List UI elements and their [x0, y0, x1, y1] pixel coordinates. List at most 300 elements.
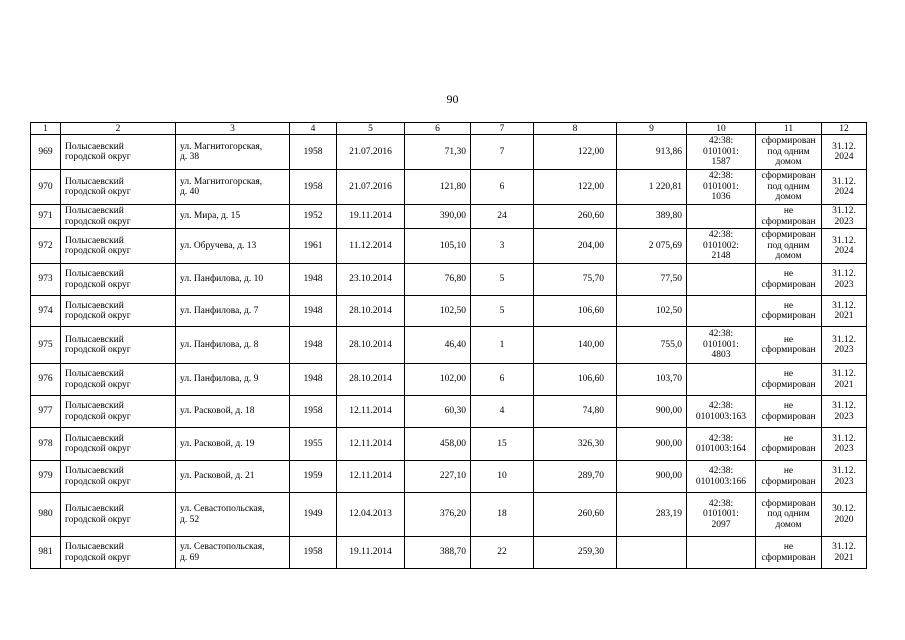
cell-text: сформирован: [761, 411, 816, 422]
cadastral-cell: [687, 264, 756, 296]
deadline-cell: [822, 135, 867, 170]
col7-cell: 7: [471, 135, 534, 170]
col9-cell: 102,50: [617, 296, 687, 327]
cadastral-cell: [687, 493, 756, 537]
district-cell: [61, 428, 176, 461]
address-cell: [176, 461, 290, 493]
cell-text: сформирован: [761, 444, 816, 454]
row-number-cell: 970: [31, 170, 61, 205]
status-cell: [756, 461, 822, 493]
col9-cell: 103,70: [617, 364, 687, 396]
cell-text: 42:38:: [708, 466, 734, 476]
address-cell: [176, 364, 290, 396]
cell-text: городской округ: [65, 279, 131, 290]
cell-text: городской округ: [65, 187, 131, 197]
col8-cell: 106,60: [534, 296, 617, 327]
address-cell: [176, 428, 290, 461]
cell-text: Полысаевский: [65, 206, 124, 216]
housing-table: [30, 122, 867, 569]
row-number-cell: 973: [31, 264, 61, 296]
cell-text: 0101001:: [703, 339, 739, 350]
cell-text: сформирован: [761, 136, 816, 147]
col9-cell: 900,00: [617, 428, 687, 461]
table-row: [31, 205, 867, 229]
district-cell: [61, 205, 176, 229]
cell-text: 2023: [834, 279, 854, 290]
table-row: [31, 170, 867, 205]
col9-cell: 77,50: [617, 264, 687, 296]
cell-text: ул. Панфилова, д. 8: [180, 339, 259, 350]
area-cell: 105,10: [405, 229, 471, 264]
cell-text: ул. Расковой, д. 21: [180, 471, 255, 482]
year-cell: 1958: [290, 170, 337, 205]
cell-text: 42:38:: [708, 401, 734, 411]
col8-cell: 140,00: [534, 327, 617, 364]
cell-text: ул. Мира, д. 15: [180, 211, 241, 222]
date-cell: 12.11.2014: [337, 461, 405, 493]
status-cell: [756, 264, 822, 296]
cell-text: 42:38:: [708, 329, 734, 340]
cell-text: Полысаевский: [65, 542, 124, 552]
cell-text: д. 69: [180, 552, 200, 563]
column-header: 11: [756, 123, 822, 135]
cell-text: городской округ: [65, 246, 131, 256]
year-cell: 1948: [290, 296, 337, 327]
cell-text: не: [783, 300, 794, 311]
col8-cell: 289,70: [534, 461, 617, 493]
cell-text: Полысаевский: [65, 433, 124, 444]
cell-text: 2020: [834, 514, 854, 525]
cell-text: 2023: [834, 476, 854, 487]
col8-cell: 260,60: [534, 493, 617, 537]
col7-cell: 22: [471, 537, 534, 569]
cell-text: Полысаевский: [65, 504, 124, 514]
col9-cell: 913,86: [617, 135, 687, 170]
cell-text: не: [783, 433, 794, 444]
cell-text: 31.12.: [832, 235, 856, 246]
cell-text: ул. Обручева, д. 13: [180, 240, 257, 251]
column-header: 8: [534, 123, 617, 135]
column-header: 2: [61, 123, 176, 135]
cell-text: 31.12.: [832, 401, 856, 411]
deadline-cell: [822, 170, 867, 205]
col8-cell: 260,60: [534, 205, 617, 229]
column-header: 10: [687, 123, 756, 135]
date-cell: 19.11.2014: [337, 537, 405, 569]
address-cell: [176, 327, 290, 364]
year-cell: 1958: [290, 537, 337, 569]
table-row: [31, 296, 867, 327]
cell-text: 31.12.: [832, 176, 856, 187]
col9-cell: 389,80: [617, 205, 687, 229]
table-row: [31, 396, 867, 428]
row-number-cell: 980: [31, 493, 61, 537]
cell-text: не: [783, 542, 794, 552]
row-number-cell: 981: [31, 537, 61, 569]
area-cell: 121,80: [405, 170, 471, 205]
cell-text: городской округ: [65, 444, 131, 454]
cell-text: 2148: [711, 251, 731, 262]
cell-text: Полысаевский: [65, 401, 124, 411]
district-cell: [61, 364, 176, 396]
cadastral-cell: [687, 327, 756, 364]
col8-cell: 259,30: [534, 537, 617, 569]
cell-text: Полысаевский: [65, 334, 124, 345]
cell-text: 31.12.: [832, 141, 856, 152]
area-cell: 60,30: [405, 396, 471, 428]
cell-text: 42:38:: [708, 498, 734, 509]
date-cell: 12.04.2013: [337, 493, 405, 537]
district-cell: [61, 493, 176, 537]
column-header: 6: [405, 123, 471, 135]
cell-text: Полысаевский: [65, 300, 124, 311]
year-cell: 1961: [290, 229, 337, 264]
cell-text: 31.12.: [832, 334, 856, 345]
status-cell: [756, 205, 822, 229]
cell-text: ул. Севастопольская,: [180, 542, 265, 552]
date-cell: 12.11.2014: [337, 428, 405, 461]
row-number-cell: 974: [31, 296, 61, 327]
cell-text: городской округ: [65, 476, 131, 487]
area-cell: 46,40: [405, 327, 471, 364]
cell-text: 2023: [834, 444, 854, 454]
cell-text: Полысаевский: [65, 369, 124, 379]
cell-text: 42:38:: [708, 171, 734, 182]
header-row: [31, 123, 867, 135]
cell-text: не: [783, 269, 794, 279]
cell-text: городской округ: [65, 514, 131, 525]
cell-text: городской округ: [65, 411, 131, 422]
cell-text: Полысаевский: [65, 141, 124, 152]
address-cell: [176, 229, 290, 264]
year-cell: 1958: [290, 396, 337, 428]
deadline-cell: [822, 537, 867, 569]
cell-text: под одним: [767, 146, 810, 157]
cell-text: сформирован: [761, 345, 816, 355]
cell-text: 0101003:163: [695, 411, 747, 422]
address-cell: [176, 170, 290, 205]
address-cell: [176, 396, 290, 428]
col8-cell: 204,00: [534, 229, 617, 264]
deadline-cell: [822, 264, 867, 296]
cell-text: не: [783, 334, 794, 345]
col8-cell: 122,00: [534, 135, 617, 170]
cell-text: 2024: [834, 246, 854, 256]
col7-cell: 24: [471, 205, 534, 229]
col8-cell: 106,60: [534, 364, 617, 396]
year-cell: 1959: [290, 461, 337, 493]
row-number-cell: 972: [31, 229, 61, 264]
date-cell: 21.07.2016: [337, 170, 405, 205]
cell-text: Полысаевский: [65, 176, 124, 187]
col9-cell: 900,00: [617, 396, 687, 428]
area-cell: 71,30: [405, 135, 471, 170]
col8-cell: 75,70: [534, 264, 617, 296]
status-cell: [756, 364, 822, 396]
cell-text: сформирован: [761, 171, 816, 182]
cadastral-cell: [687, 364, 756, 396]
cell-text: 2021: [834, 552, 854, 563]
cell-text: не: [783, 369, 794, 379]
date-cell: 23.10.2014: [337, 264, 405, 296]
column-header: 5: [337, 123, 405, 135]
cell-text: 31.12.: [832, 269, 856, 279]
status-cell: [756, 428, 822, 461]
table-row: [31, 135, 867, 170]
col7-cell: 3: [471, 229, 534, 264]
cell-text: 2021: [834, 311, 854, 321]
cell-text: сформирован: [761, 552, 816, 563]
cell-text: 31.12.: [832, 433, 856, 444]
date-cell: 11.12.2014: [337, 229, 405, 264]
area-cell: 390,00: [405, 205, 471, 229]
cadastral-cell: [687, 396, 756, 428]
col9-cell: [617, 537, 687, 569]
date-cell: 28.10.2014: [337, 364, 405, 396]
cell-text: домом: [775, 157, 802, 168]
date-cell: 28.10.2014: [337, 327, 405, 364]
col7-cell: 5: [471, 264, 534, 296]
row-number-cell: 971: [31, 205, 61, 229]
col7-cell: 6: [471, 170, 534, 205]
cell-text: под одним: [767, 240, 810, 251]
deadline-cell: [822, 493, 867, 537]
status-cell: [756, 229, 822, 264]
district-cell: [61, 170, 176, 205]
cell-text: сформирован: [761, 311, 816, 321]
cell-text: 1587: [711, 157, 731, 168]
address-cell: [176, 537, 290, 569]
page-number: 90: [446, 92, 459, 106]
cell-text: д. 40: [180, 187, 200, 197]
cell-text: 0101001:: [703, 509, 739, 520]
deadline-cell: [822, 461, 867, 493]
cell-text: 0101001:: [703, 146, 739, 157]
year-cell: 1958: [290, 135, 337, 170]
status-cell: [756, 296, 822, 327]
col9-cell: 900,00: [617, 461, 687, 493]
cell-text: 4803: [711, 350, 731, 361]
cell-text: городской округ: [65, 152, 131, 162]
row-number-cell: 976: [31, 364, 61, 396]
cadastral-cell: [687, 205, 756, 229]
col9-cell: 283,19: [617, 493, 687, 537]
cell-text: городской округ: [65, 379, 131, 390]
cell-text: Полысаевский: [65, 235, 124, 246]
cell-text: 42:38:: [708, 230, 734, 241]
cell-text: не: [783, 206, 794, 216]
col9-cell: 755,0: [617, 327, 687, 364]
date-cell: 28.10.2014: [337, 296, 405, 327]
area-cell: 458,00: [405, 428, 471, 461]
column-header: 1: [31, 123, 61, 135]
column-header: 4: [290, 123, 337, 135]
year-cell: 1949: [290, 493, 337, 537]
cell-text: домом: [775, 519, 802, 530]
col8-cell: 74,80: [534, 396, 617, 428]
column-header: 9: [617, 123, 687, 135]
status-cell: [756, 135, 822, 170]
cell-text: ул. Расковой, д. 18: [180, 406, 255, 417]
cell-text: не: [783, 466, 794, 476]
cell-text: ул. Расковой, д. 19: [180, 438, 255, 449]
cell-text: 31.12.: [832, 542, 856, 552]
col7-cell: 10: [471, 461, 534, 493]
row-number-cell: 969: [31, 135, 61, 170]
year-cell: 1948: [290, 264, 337, 296]
status-cell: [756, 327, 822, 364]
column-header: 12: [822, 123, 867, 135]
cell-text: 2021: [834, 379, 854, 390]
area-cell: 388,70: [405, 537, 471, 569]
cell-text: ул. Панфилова, д. 7: [180, 305, 259, 316]
cell-text: городской округ: [65, 311, 131, 321]
col7-cell: 1: [471, 327, 534, 364]
cell-text: 0101002:: [703, 240, 739, 251]
address-cell: [176, 135, 290, 170]
district-cell: [61, 396, 176, 428]
cell-text: ул. Магнитогорская,: [180, 176, 263, 187]
cell-text: под одним: [767, 509, 810, 520]
cell-text: сформирован: [761, 498, 816, 509]
cell-text: 30.12.: [832, 504, 856, 514]
cadastral-cell: [687, 135, 756, 170]
cell-text: ул. Севастопольская,: [180, 504, 265, 514]
status-cell: [756, 537, 822, 569]
district-cell: [61, 135, 176, 170]
cell-text: 31.12.: [832, 466, 856, 476]
cadastral-cell: [687, 170, 756, 205]
district-cell: [61, 537, 176, 569]
cell-text: 2024: [834, 152, 854, 162]
cell-text: под одним: [767, 181, 810, 192]
cell-text: ул. Панфилова, д. 9: [180, 374, 259, 385]
cell-text: Полысаевский: [65, 269, 124, 279]
cell-text: городской округ: [65, 216, 131, 227]
table-row: [31, 229, 867, 264]
cell-text: сформирован: [761, 279, 816, 290]
year-cell: 1952: [290, 205, 337, 229]
cell-text: д. 38: [180, 152, 200, 162]
cell-text: сформирован: [761, 230, 816, 241]
table-row: [31, 537, 867, 569]
date-cell: 12.11.2014: [337, 396, 405, 428]
deadline-cell: [822, 296, 867, 327]
cadastral-cell: [687, 296, 756, 327]
cadastral-cell: [687, 461, 756, 493]
column-header: 3: [176, 123, 290, 135]
cell-text: 2023: [834, 216, 854, 227]
area-cell: 76,80: [405, 264, 471, 296]
cell-text: домом: [775, 251, 802, 262]
table-row: [31, 461, 867, 493]
deadline-cell: [822, 428, 867, 461]
cell-text: 0101001:: [703, 181, 739, 192]
cell-text: не: [783, 401, 794, 411]
cell-text: сформирован: [761, 476, 816, 487]
table-row: [31, 327, 867, 364]
row-number-cell: 975: [31, 327, 61, 364]
district-cell: [61, 461, 176, 493]
address-cell: [176, 205, 290, 229]
col7-cell: 4: [471, 396, 534, 428]
col7-cell: 18: [471, 493, 534, 537]
cell-text: д. 52: [180, 514, 200, 525]
column-header: 7: [471, 123, 534, 135]
cell-text: городской округ: [65, 345, 131, 355]
cadastral-cell: [687, 537, 756, 569]
cell-text: 31.12.: [832, 369, 856, 379]
cell-text: сформирован: [761, 379, 816, 390]
district-cell: [61, 264, 176, 296]
cell-text: 2023: [834, 345, 854, 355]
table-row: [31, 264, 867, 296]
deadline-cell: [822, 229, 867, 264]
cell-text: ул. Панфилова, д. 10: [180, 274, 264, 285]
deadline-cell: [822, 205, 867, 229]
cadastral-cell: [687, 428, 756, 461]
deadline-cell: [822, 327, 867, 364]
cell-text: 42:38:: [708, 136, 734, 147]
deadline-cell: [822, 396, 867, 428]
area-cell: 227,10: [405, 461, 471, 493]
cell-text: 42:38:: [708, 433, 734, 444]
row-number-cell: 978: [31, 428, 61, 461]
col9-cell: 2 075,69: [617, 229, 687, 264]
district-cell: [61, 229, 176, 264]
cell-text: 2024: [834, 187, 854, 197]
col7-cell: 6: [471, 364, 534, 396]
col9-cell: 1 220,81: [617, 170, 687, 205]
cell-text: 1036: [711, 192, 731, 203]
row-number-cell: 977: [31, 396, 61, 428]
district-cell: [61, 296, 176, 327]
year-cell: 1948: [290, 364, 337, 396]
cell-text: 31.12.: [832, 206, 856, 216]
status-cell: [756, 170, 822, 205]
area-cell: 376,20: [405, 493, 471, 537]
cell-text: 2097: [711, 519, 731, 530]
cell-text: 31.12.: [832, 300, 856, 311]
cell-text: 0101003:166: [695, 476, 747, 487]
cell-text: городской округ: [65, 552, 131, 563]
status-cell: [756, 396, 822, 428]
year-cell: 1955: [290, 428, 337, 461]
cell-text: 2023: [834, 411, 854, 422]
cell-text: Полысаевский: [65, 466, 124, 476]
cell-text: домом: [775, 192, 802, 203]
table-row: [31, 493, 867, 537]
cell-text: сформирован: [761, 216, 816, 227]
address-cell: [176, 296, 290, 327]
cell-text: 0101003:164: [695, 444, 747, 454]
deadline-cell: [822, 364, 867, 396]
col7-cell: 5: [471, 296, 534, 327]
cell-text: ул. Магнитогорская,: [180, 141, 263, 152]
row-number-cell: 979: [31, 461, 61, 493]
col7-cell: 15: [471, 428, 534, 461]
district-cell: [61, 327, 176, 364]
col8-cell: 122,00: [534, 170, 617, 205]
table-row: [31, 364, 867, 396]
date-cell: 19.11.2014: [337, 205, 405, 229]
year-cell: 1948: [290, 327, 337, 364]
area-cell: 102,50: [405, 296, 471, 327]
area-cell: 102,00: [405, 364, 471, 396]
address-cell: [176, 264, 290, 296]
col8-cell: 326,30: [534, 428, 617, 461]
address-cell: [176, 493, 290, 537]
